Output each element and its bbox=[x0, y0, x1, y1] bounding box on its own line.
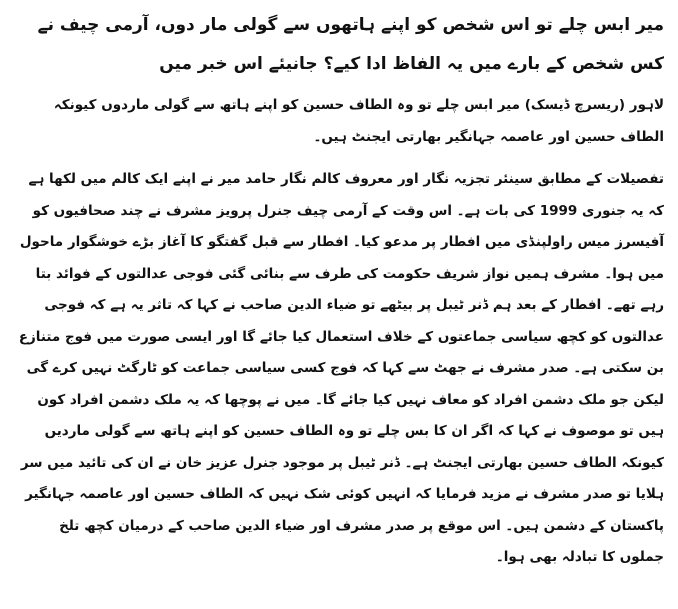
article-headline: میر ابس چلے تو اس شخص کو اپنے ہاتھوں سے گولی مار دوں، آرمی چیف نے کس شخص کے بارے میں یہ الفاظ ادا کیے؟ جانیئے اس خبر میں bbox=[37, 15, 664, 74]
article-lead-paragraph: لاہور (ریسرچ ڈیسک) میر ابس چلے تو وہ الطاف حسین کو اپنے ہاتھ سے گولی ماردوں کیونکہ الطاف حسین اور عاصمہ جہانگیر بھارتی ایجنٹ ہیں۔ bbox=[53, 97, 664, 145]
article bbox=[14, 6, 664, 574]
article-body-paragraph: تفصیلات کے مطابق سینئر تجزیہ نگار اور معروف کالم نگار حامد میر نے اپنے ایک کالم میں لکھا ہے کہ یہ جنوری 1999 کی بات ہے۔ اس وقت کے آرمی چیف جنرل پرویز مشرف نے چند صحافیوں کو آفیسرز میس راولپنڈی میں افطار پر مدعو کیا۔ افطار سے قبل گفتگو کا آغاز بڑے خوشگوار ماحول میں ہوا۔ مشرف ہمیں نواز شریف حکومت کی طرف سے بنائی گئی فوجی عدالتوں کے فوائد بتا رہے تھے۔ افطار کے بعد ہم ڈنر ٹیبل پر بیٹھے تو ضیاء الدین صاحب نے کہا کہ تاثر یہ ہے کہ فوجی عدالتوں کو کچھ سیاسی جماعتوں کے خلاف استعمال کیا جائے گا اور ایسی صورت میں فوج متنازع بن سکتی ہے۔ صدر مشرف نے جھٹ سے کہا کہ فوج کسی سیاسی جماعت کو ٹارگٹ نہیں کرے گی لیکن جو ملک دشمن افراد کو معاف نہیں کیا جائے گا۔ میں نے پوچھا کہ یہ ملک دشمن افراد کون ہیں تو موصوف نے کہا کہ اگر ان کا بس چلے تو وہ الطاف حسین کو اپنے ہاتھ سے گولی ماردیں کیونکہ الطاف حسین بھارتی ایجنٹ ہے۔ ڈنر ٹیبل پر موجود جنرل عزیز خان نے ان کی تائید میں سر ہلایا تو صدر مشرف نے مزید فرمایا کہ انہیں کوئی شک نہیں کہ الطاف حسین اور عاصمہ جہانگیر پاکستان کے دشمن ہیں۔ اس موقع پر صدر مشرف اور ضیاء الدین صاحب کے درمیان کچھ تلخ جملوں کا تبادلہ بھی ہوا۔ bbox=[18, 171, 664, 565]
